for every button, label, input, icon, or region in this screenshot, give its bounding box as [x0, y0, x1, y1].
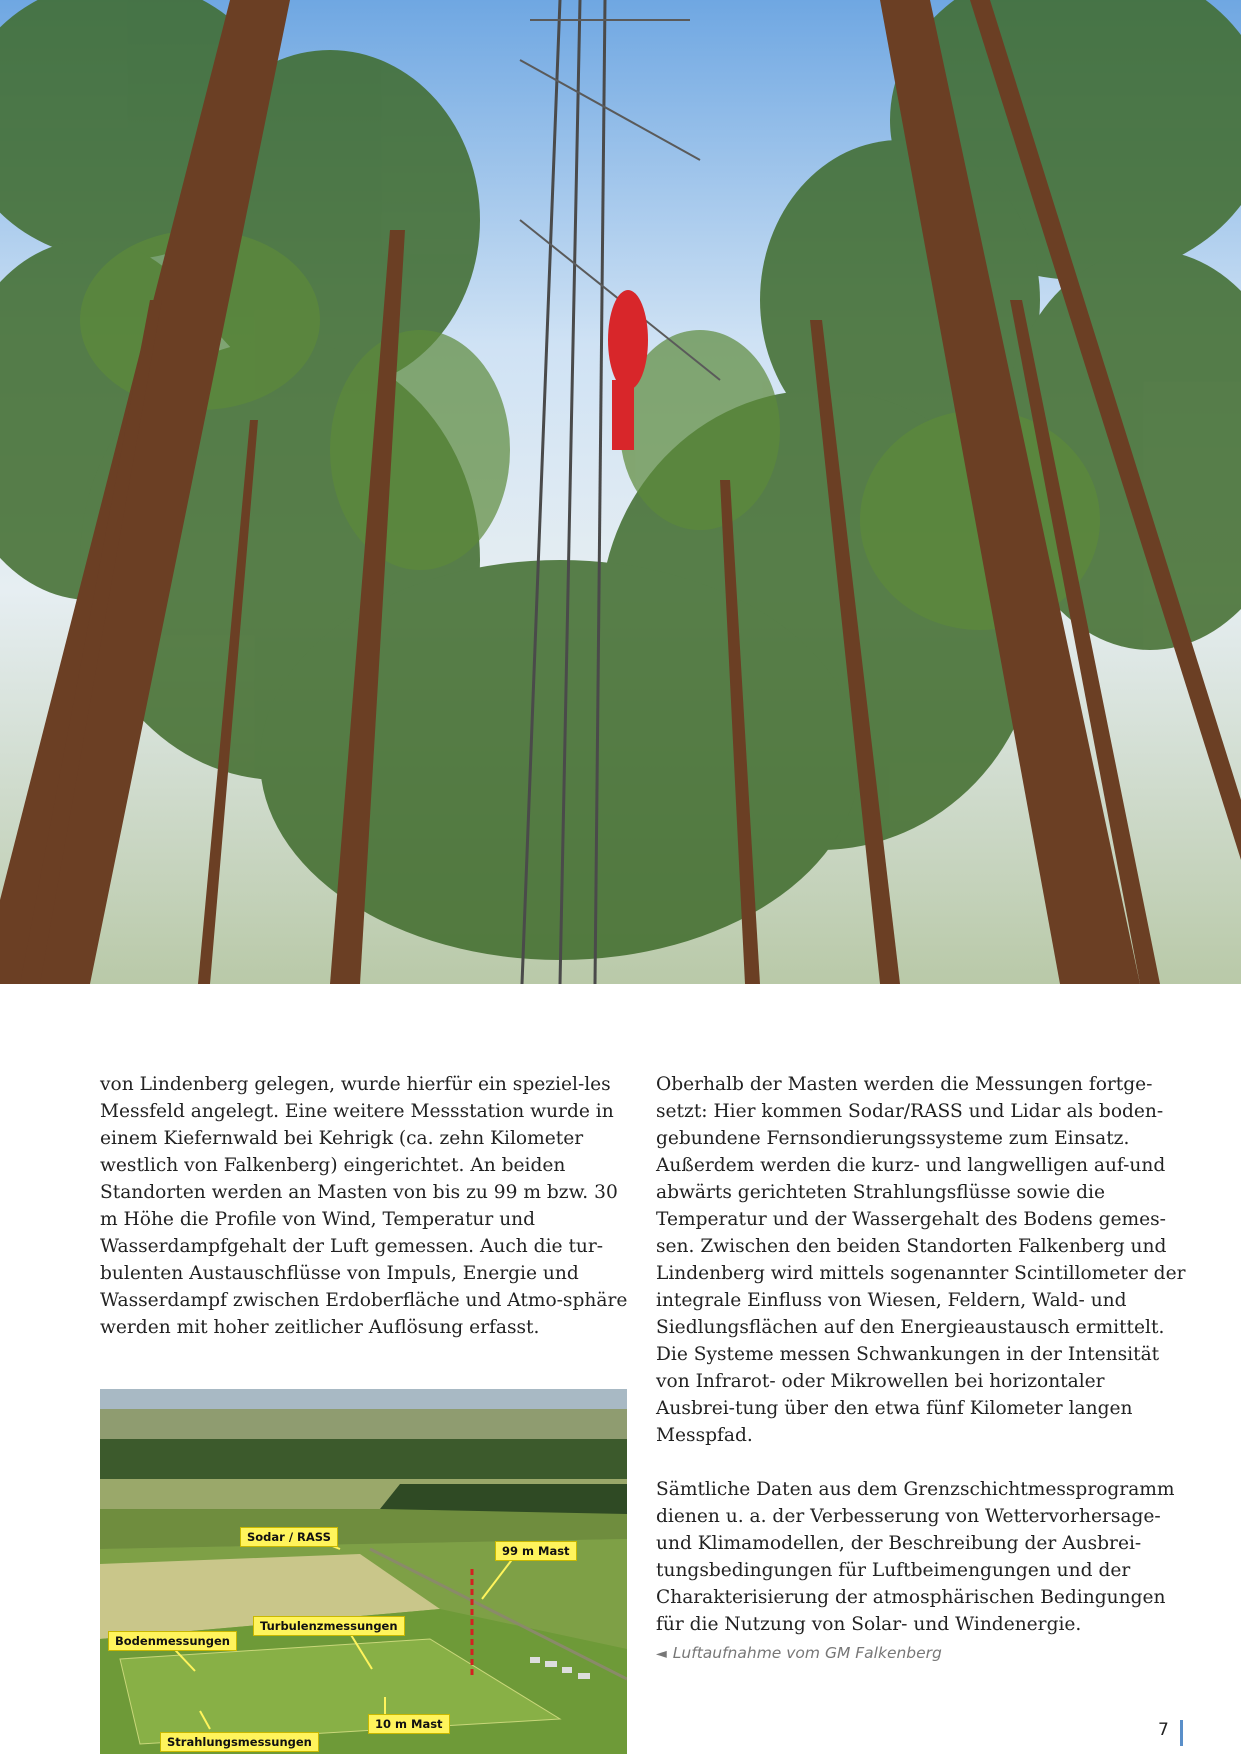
label-sodar: Sodar / RASS	[240, 1527, 338, 1547]
right-paragraph-2: Sämtliche Daten aus dem Grenzschichtmessprogramm dienen u. a. der Verbesserung von Wettervorhersage-und Klimamodellen, der Beschreibung der Ausbrei-tungsbedingungen für Luftbeimengungen und der Charakterisierung der atmosphärischen Bedingungen für die Nutzung von Solar- und Windenergie.	[656, 1479, 1175, 1635]
label-turbulenz: Turbulenzmessungen	[253, 1616, 405, 1636]
page-accent-bar	[1180, 1720, 1183, 1746]
label-10m-mast: 10 m Mast	[368, 1714, 450, 1734]
label-strahlung: Strahlungsmessungen	[160, 1732, 319, 1752]
right-paragraph-1: Oberhalb der Masten werden die Messungen fortge-setzt: Hier kommen Sodar/RASS und Lidar als boden-gebundene Fernsondierungssysteme zum Einsatz. Außerdem werden die kurz- und langwelligen auf-und abwärts gerichteten Strahlungsflüsse sowie die Temperatur und der Wassergehalt des Bodens gemes-sen. Zwischen den beiden Standorten Falkenberg und Lindenberg wird mittels sogenannter Scintillometer der integrale Einfluss von Wiesen, Feldern, Wald- und Siedlungsflächen auf den Energieaustausch ermittelt. Die Systeme messen Schwankungen in der Intensität von Infrarot- oder Mikrowellen bei horizontaler Ausbrei-tung über den etwa fünf Kilometer langen Messpfad.	[656, 1074, 1186, 1446]
label-99m-mast: 99 m Mast	[495, 1541, 577, 1561]
aerial-illustration	[100, 1389, 627, 1754]
right-text-column	[656, 1071, 1186, 1638]
page-number: 7	[1158, 1720, 1169, 1740]
image-caption	[656, 1644, 942, 1662]
caption-arrow-icon: ◄	[656, 1646, 667, 1662]
caption-text: Luftaufnahme vom GM Falkenberg	[672, 1644, 942, 1662]
left-text-column	[100, 1071, 628, 1341]
aerial-photo	[100, 1389, 627, 1754]
left-paragraph: von Lindenberg gelegen, wurde hierfür ein speziel-les Messfeld angelegt. Eine weitere Messstation wurde in einem Kiefernwald bei Kehrigk (ca. zehn Kilometer westlich von Falkenberg) eingerichtet. An beiden Standorten werden an Masten von bis zu 99 m bzw. 30 m Höhe die Profile von Wind, Temperatur und Wasserdampfgehalt der Luft gemessen. Auch die tur-bulenten Austauschflüsse von Impuls, Energie und Wasserdampf zwischen Erdoberfläche und Atmo-sphäre werden mit hoher zeitlicher Auflösung erfasst.	[100, 1074, 628, 1338]
label-boden: Bodenmessungen	[108, 1631, 237, 1651]
